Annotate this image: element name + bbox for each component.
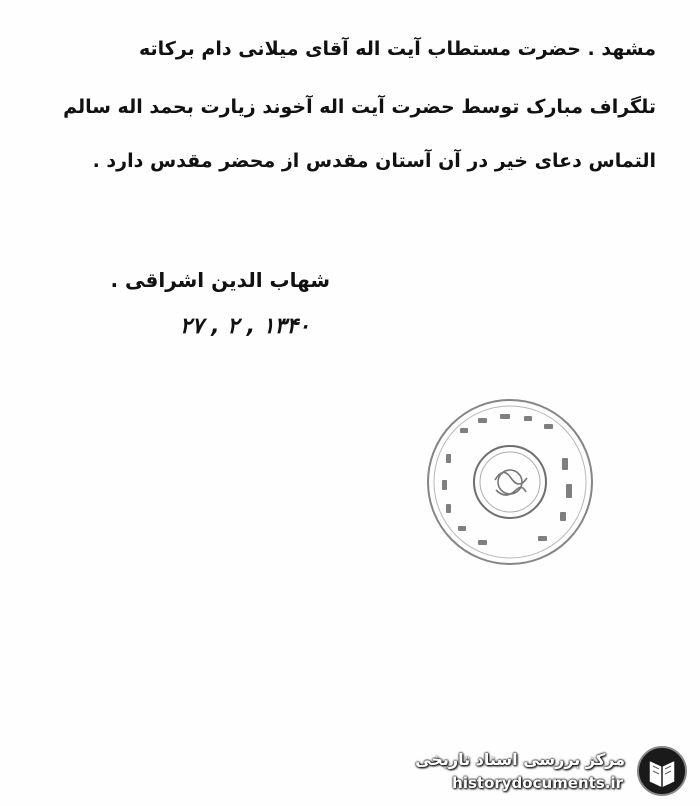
watermark-url: historydocuments.ir bbox=[452, 774, 623, 792]
text-line-2: تلگراف مبارک توسط حضرت آیت اله آخوند زیارت بحمد اله سالم bbox=[63, 96, 656, 118]
watermark-footer bbox=[410, 740, 695, 800]
seal-stamp bbox=[420, 392, 600, 572]
text-line-1: مشهد . حضرت مستطاب آیت اله آقای میلانی دام برکاته bbox=[139, 38, 656, 60]
book-logo-icon bbox=[635, 744, 689, 798]
signature-name: شهاب الدین اشراقی . bbox=[110, 268, 330, 292]
handwritten-date: ۲۷ , ۲ , ۱۳۴۰ bbox=[179, 314, 310, 339]
text-line-3: التماس دعای خیر در آن آستان مقدس از محضر مقدس دارد . bbox=[92, 150, 656, 172]
watermark-title: مرکز بررسی اسناد تاریخی bbox=[415, 750, 625, 769]
